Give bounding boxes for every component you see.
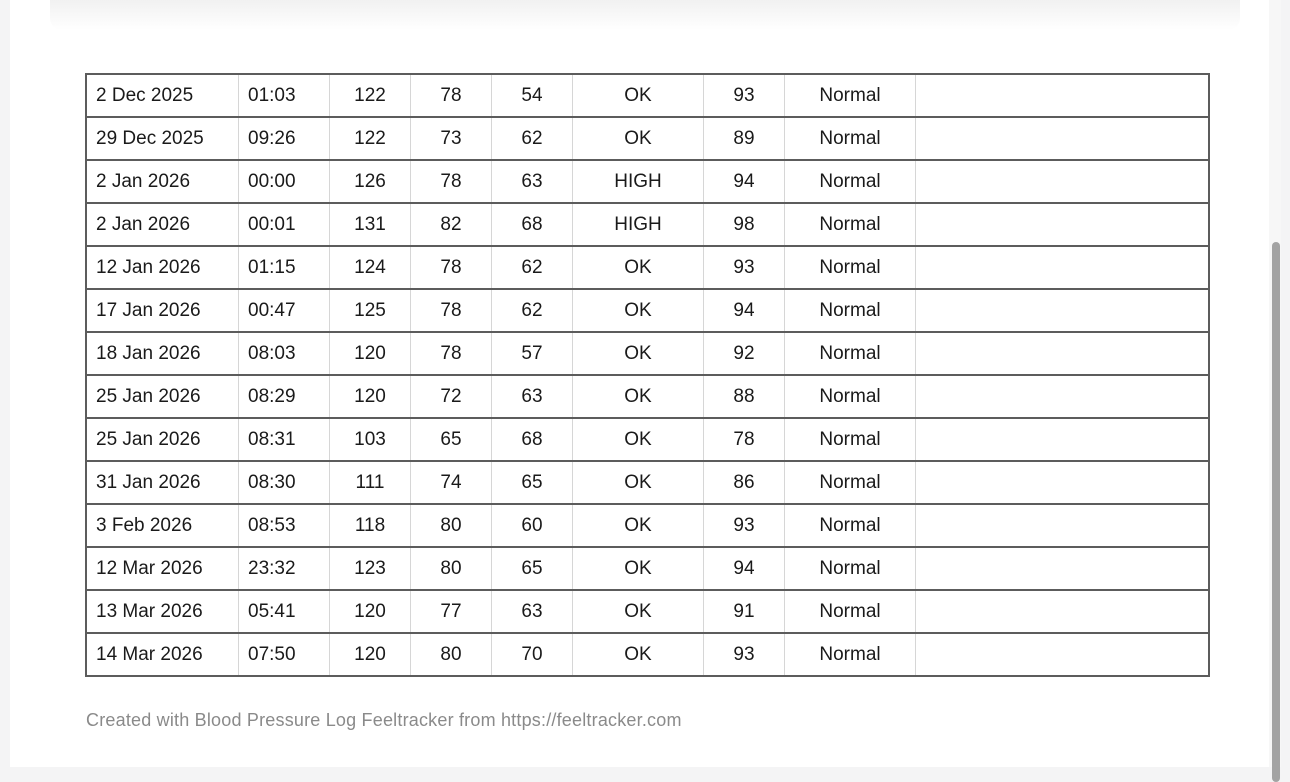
- cell-time: 00:47: [239, 289, 330, 332]
- table-row: [86, 633, 1209, 676]
- cell-pulse: 62: [492, 289, 573, 332]
- cell-diastolic: 78: [411, 289, 492, 332]
- cell-time: 00:01: [239, 203, 330, 246]
- cell-notes: [916, 633, 1210, 676]
- table-row: [86, 203, 1209, 246]
- cell-notes: [916, 74, 1210, 117]
- cell-systolic: 126: [330, 160, 411, 203]
- table-row: [86, 289, 1209, 332]
- cell-notes: [916, 547, 1210, 590]
- cell-date: 13 Mar 2026: [86, 590, 239, 633]
- cell-date: 18 Jan 2026: [86, 332, 239, 375]
- cell-systolic: 125: [330, 289, 411, 332]
- cell-time: 08:03: [239, 332, 330, 375]
- cell-status: OK: [573, 289, 704, 332]
- cell-date: 12 Jan 2026: [86, 246, 239, 289]
- cell-systolic: 120: [330, 332, 411, 375]
- cell-date: 14 Mar 2026: [86, 633, 239, 676]
- cell-notes: [916, 289, 1210, 332]
- cell-status: HIGH: [573, 160, 704, 203]
- cell-systolic: 103: [330, 418, 411, 461]
- cell-category: Normal: [785, 117, 916, 160]
- cell-time: 07:50: [239, 633, 330, 676]
- cell-diastolic: 82: [411, 203, 492, 246]
- cell-systolic: 120: [330, 590, 411, 633]
- cell-time: 08:30: [239, 461, 330, 504]
- cell-status: OK: [573, 375, 704, 418]
- cell-time: 08:29: [239, 375, 330, 418]
- cell-pulse: 65: [492, 461, 573, 504]
- cell-diastolic: 78: [411, 332, 492, 375]
- cell-pulse: 57: [492, 332, 573, 375]
- cell-status: HIGH: [573, 203, 704, 246]
- cell-systolic: 120: [330, 633, 411, 676]
- cell-status: OK: [573, 332, 704, 375]
- cell-category: Normal: [785, 375, 916, 418]
- cell-date: 2 Jan 2026: [86, 203, 239, 246]
- cell-time: 01:03: [239, 74, 330, 117]
- cell-date: 25 Jan 2026: [86, 375, 239, 418]
- cell-status: OK: [573, 418, 704, 461]
- cell-notes: [916, 332, 1210, 375]
- cell-systolic: 122: [330, 74, 411, 117]
- cell-systolic: 124: [330, 246, 411, 289]
- cell-category: Normal: [785, 590, 916, 633]
- cell-time: 08:31: [239, 418, 330, 461]
- cell-map: 92: [704, 332, 785, 375]
- log-table-body: [86, 74, 1209, 676]
- cell-notes: [916, 246, 1210, 289]
- cell-diastolic: 80: [411, 504, 492, 547]
- cell-notes: [916, 117, 1210, 160]
- cell-pulse: 63: [492, 160, 573, 203]
- cell-status: OK: [573, 246, 704, 289]
- cell-date: 12 Mar 2026: [86, 547, 239, 590]
- cell-diastolic: 78: [411, 74, 492, 117]
- cell-map: 94: [704, 160, 785, 203]
- table-row: [86, 160, 1209, 203]
- cell-date: 2 Jan 2026: [86, 160, 239, 203]
- cell-pulse: 54: [492, 74, 573, 117]
- cell-systolic: 123: [330, 547, 411, 590]
- cell-pulse: 65: [492, 547, 573, 590]
- cell-status: OK: [573, 117, 704, 160]
- cell-map: 93: [704, 504, 785, 547]
- cell-systolic: 131: [330, 203, 411, 246]
- cell-category: Normal: [785, 547, 916, 590]
- cell-status: OK: [573, 504, 704, 547]
- cell-diastolic: 80: [411, 633, 492, 676]
- cell-category: Normal: [785, 74, 916, 117]
- cell-category: Normal: [785, 504, 916, 547]
- table-row: [86, 117, 1209, 160]
- cell-pulse: 68: [492, 203, 573, 246]
- cell-systolic: 111: [330, 461, 411, 504]
- cell-category: Normal: [785, 289, 916, 332]
- table-row: [86, 547, 1209, 590]
- cell-diastolic: 78: [411, 246, 492, 289]
- cell-map: 86: [704, 461, 785, 504]
- cell-systolic: 122: [330, 117, 411, 160]
- cell-date: 31 Jan 2026: [86, 461, 239, 504]
- cell-pulse: 62: [492, 246, 573, 289]
- cell-notes: [916, 418, 1210, 461]
- table-row: [86, 504, 1209, 547]
- cell-map: 93: [704, 246, 785, 289]
- cell-category: Normal: [785, 203, 916, 246]
- cell-category: Normal: [785, 332, 916, 375]
- cell-status: OK: [573, 74, 704, 117]
- cell-date: 3 Feb 2026: [86, 504, 239, 547]
- cell-diastolic: 73: [411, 117, 492, 160]
- cell-systolic: 118: [330, 504, 411, 547]
- cell-diastolic: 78: [411, 160, 492, 203]
- cell-category: Normal: [785, 246, 916, 289]
- cell-systolic: 120: [330, 375, 411, 418]
- cell-category: Normal: [785, 461, 916, 504]
- cell-notes: [916, 590, 1210, 633]
- cell-map: 94: [704, 289, 785, 332]
- table-row: [86, 418, 1209, 461]
- footer-credit: Created with Blood Pressure Log Feeltracker from https://feeltracker.com: [86, 710, 682, 730]
- cell-diastolic: 77: [411, 590, 492, 633]
- cell-time: 05:41: [239, 590, 330, 633]
- cell-category: Normal: [785, 418, 916, 461]
- cell-date: 2 Dec 2025: [86, 74, 239, 117]
- cell-time: 08:53: [239, 504, 330, 547]
- cell-map: 88: [704, 375, 785, 418]
- cell-notes: [916, 461, 1210, 504]
- cell-status: OK: [573, 547, 704, 590]
- cell-notes: [916, 375, 1210, 418]
- cell-date: 17 Jan 2026: [86, 289, 239, 332]
- table-row: [86, 74, 1209, 117]
- cell-pulse: 62: [492, 117, 573, 160]
- cell-diastolic: 74: [411, 461, 492, 504]
- top-shadow: [50, 0, 1240, 30]
- cell-status: OK: [573, 633, 704, 676]
- cell-status: OK: [573, 461, 704, 504]
- cell-diastolic: 65: [411, 418, 492, 461]
- cell-map: 91: [704, 590, 785, 633]
- cell-diastolic: 80: [411, 547, 492, 590]
- cell-time: 01:15: [239, 246, 330, 289]
- cell-pulse: 70: [492, 633, 573, 676]
- cell-map: 93: [704, 74, 785, 117]
- cell-pulse: 68: [492, 418, 573, 461]
- scrollbar-thumb[interactable]: [1272, 242, 1280, 782]
- cell-notes: [916, 160, 1210, 203]
- cell-date: 25 Jan 2026: [86, 418, 239, 461]
- cell-notes: [916, 504, 1210, 547]
- cell-pulse: 60: [492, 504, 573, 547]
- cell-map: 93: [704, 633, 785, 676]
- cell-pulse: 63: [492, 590, 573, 633]
- cell-notes: [916, 203, 1210, 246]
- cell-map: 78: [704, 418, 785, 461]
- cell-time: 00:00: [239, 160, 330, 203]
- document-page: [10, 0, 1281, 767]
- cell-pulse: 63: [492, 375, 573, 418]
- table-row: [86, 461, 1209, 504]
- cell-time: 23:32: [239, 547, 330, 590]
- table-row: [86, 590, 1209, 633]
- cell-map: 94: [704, 547, 785, 590]
- table-row: [86, 375, 1209, 418]
- cell-category: Normal: [785, 633, 916, 676]
- cell-status: OK: [573, 590, 704, 633]
- blood-pressure-log-table: [85, 73, 1210, 677]
- table-row: [86, 246, 1209, 289]
- cell-category: Normal: [785, 160, 916, 203]
- table-row: [86, 332, 1209, 375]
- cell-time: 09:26: [239, 117, 330, 160]
- cell-map: 98: [704, 203, 785, 246]
- cell-date: 29 Dec 2025: [86, 117, 239, 160]
- cell-map: 89: [704, 117, 785, 160]
- cell-diastolic: 72: [411, 375, 492, 418]
